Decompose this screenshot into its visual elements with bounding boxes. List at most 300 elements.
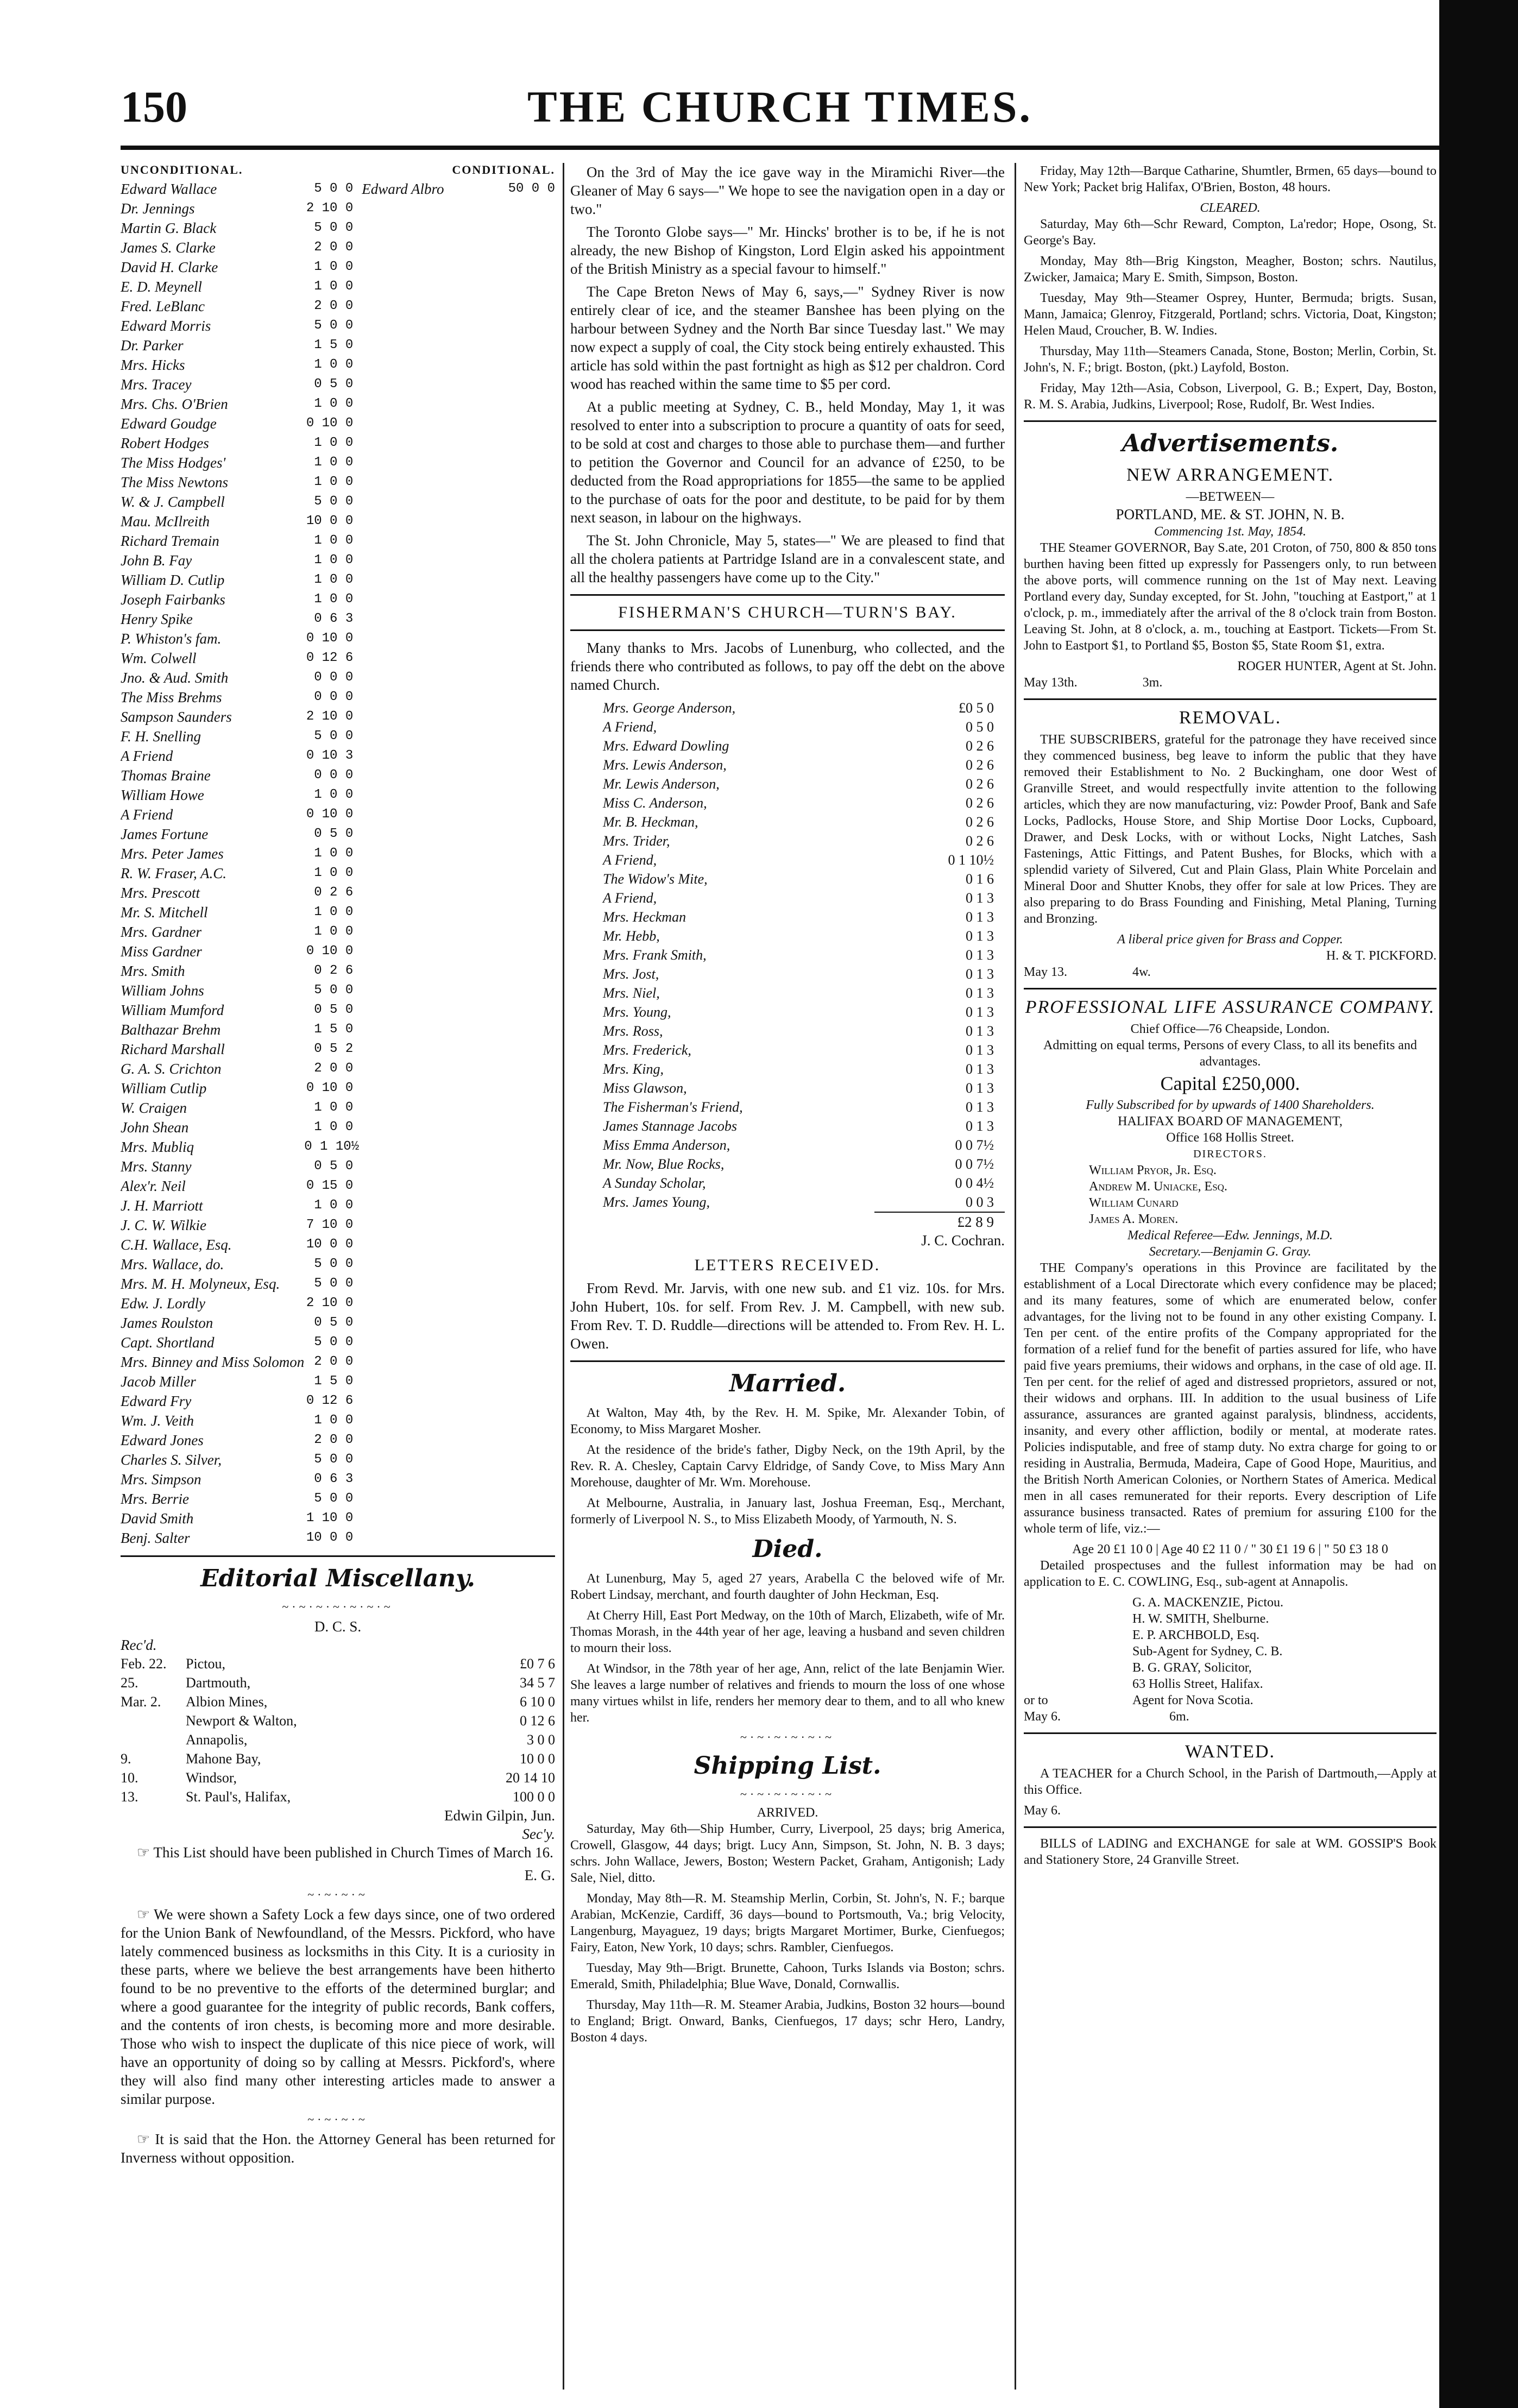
- subscriber-amount: 0 15 0: [306, 1178, 354, 1193]
- secretary-line: Secretary.—Benjamin G. Gray.: [1149, 1245, 1312, 1259]
- agents-list: [1132, 1594, 1437, 1709]
- donor-row: [603, 1060, 994, 1079]
- subscriber-row: [121, 1020, 353, 1039]
- donor-name: Miss C. Anderson,: [603, 795, 707, 811]
- subscriber-row: [121, 1235, 353, 1255]
- chief-office-line: Chief Office—76 Cheapside, London.: [1130, 1022, 1330, 1036]
- donor-amount: 0 1 3: [966, 890, 994, 906]
- subscriber-amount: 0 12 6: [306, 651, 354, 665]
- subscriber-name: Wm. J. Veith: [121, 1413, 194, 1429]
- subscriber-row: [121, 1098, 353, 1118]
- ornament: ~·~·~·~·~·~: [740, 1730, 835, 1744]
- donor-name: Mrs. George Anderson,: [603, 700, 736, 716]
- subscriber-amount: 0 12 6: [306, 1394, 354, 1408]
- subscriber-row: [121, 1059, 353, 1079]
- agent-line: Agent for Nova Scotia.: [1132, 1693, 1254, 1707]
- subscriber-row: [121, 1372, 353, 1391]
- receipt-row: [121, 1654, 555, 1673]
- subscriber-row: [121, 785, 353, 805]
- donor-row: [603, 1079, 994, 1098]
- subscriber-name: Edward Morris: [121, 318, 211, 334]
- column-divider: [563, 163, 564, 2390]
- receipt-parish: Mahone Bay,: [186, 1751, 261, 1767]
- agent-line: 63 Hollis Street, Halifax.: [1132, 1677, 1263, 1691]
- donor-row: [603, 907, 994, 926]
- subscriber-name: P. Whiston's fam.: [121, 631, 222, 647]
- masthead: [121, 81, 1439, 141]
- subscriber-name: William Cutlip: [121, 1080, 207, 1096]
- subscriber-row: [121, 590, 353, 609]
- subscriber-row: [121, 903, 353, 922]
- subscriber-amount: 5 0 0: [314, 1257, 354, 1271]
- ornament: ~·~·~·~·~·~: [740, 1787, 835, 1801]
- subscriber-name: Mrs. M. H. Molyneux, Esq.: [121, 1276, 280, 1292]
- donor-amount: 0 0 3: [966, 1194, 994, 1210]
- fishermans-church-signature: J. C. Cochran.: [921, 1232, 1005, 1249]
- donor-name: Mrs. Trider,: [603, 833, 670, 849]
- subscriber-amount: 1 0 0: [314, 533, 354, 548]
- rates-table: Age 20 £1 10 0 | Age 40 £2 11 0 / " 30 £1 19 6 | " 50 £3 18 0: [1072, 1542, 1388, 1556]
- subscriber-row: [121, 1313, 353, 1333]
- subscriber-amount: 5 0 0: [314, 983, 354, 998]
- ports-line: PORTLAND, ME. & ST. JOHN, N. B.: [1116, 506, 1345, 522]
- receipt-row: [121, 1730, 555, 1749]
- subscriber-row: [121, 961, 353, 981]
- subscriber-row: [121, 238, 353, 257]
- fishermans-church-intro: Many thanks to Mrs. Jacobs of Lunenburg, who collected, and the friends there who contributed as follows, to pay off the debt on the above named Church.: [570, 640, 1005, 693]
- directors-list: [1024, 1162, 1437, 1227]
- subscriber-row: [121, 688, 353, 707]
- bills-of-lading-ad: BILLS of LADING and EXCHANGE for sale at WM. GOSSIP'S Book and Stationery Store, 24 Granville Street.: [1024, 1837, 1437, 1867]
- donor-row: [603, 698, 994, 717]
- receipt-parish: Windsor,: [186, 1770, 237, 1786]
- death-notice: At Cherry Hill, East Port Medway, on the 10th of March, Elizabeth, wife of Mr. Thomas Morash, in the 44th year of her age, leaving a husband and seven children to mourn their loss.: [570, 1609, 1005, 1655]
- divider: [1024, 1826, 1437, 1828]
- ad-date: May 13.: [1024, 965, 1067, 979]
- gilpin-signature: Edwin Gilpin, Jun.: [444, 1807, 555, 1824]
- donor-name: A Sunday Scholar,: [603, 1175, 706, 1191]
- subscriber-name: Edward Jones: [121, 1432, 204, 1448]
- subscriber-row: [121, 277, 353, 297]
- ornament: ~·~·~·~: [307, 1888, 368, 1901]
- subscriber-name: Mrs. Chs. O'Brien: [121, 396, 228, 412]
- shipping-list-heading: Shipping List.: [694, 1752, 881, 1780]
- subscriber-amount: 1 0 0: [314, 924, 354, 939]
- subscriber-amount: 1 0 0: [314, 436, 354, 450]
- subscriber-name: James Fortune: [121, 826, 209, 842]
- subscriber-amount: 0 10 0: [306, 807, 354, 822]
- fishermans-church-heading: FISHERMAN'S CHURCH—TURN'S BAY.: [618, 603, 957, 621]
- subscriber-amount: 0 10 3: [306, 748, 354, 763]
- column-1: [121, 163, 555, 2171]
- subscriber-row: [121, 863, 353, 883]
- subscriber-name: James S. Clarke: [121, 239, 216, 256]
- subscriber-name: Joseph Fairbanks: [121, 591, 225, 608]
- subscriber-amount: 1 0 0: [314, 260, 354, 274]
- death-notice: At Lunenburg, May 5, aged 27 years, Arabella C the beloved wife of Mr. Robert Lindsay, merchant, and fourth daughter of John Heckman, Esq.: [570, 1572, 1005, 1602]
- shipping-entry: Friday, May 12th—Barque Catharine, Shumtler, Brmen, 65 days—bound to New York; Packet brig Halifax, O'Brien, Boston, 48 hours.: [1024, 164, 1437, 194]
- donor-amount: 0 1 3: [966, 1061, 994, 1077]
- subscriber-name: R. W. Fraser, A.C.: [121, 865, 227, 881]
- donor-amount: 0 1 3: [966, 1118, 994, 1134]
- donor-amount: 0 0 7½: [955, 1137, 994, 1153]
- wanted-heading: WANTED.: [1185, 1742, 1276, 1762]
- subscriber-amount: 1 0 0: [314, 866, 354, 880]
- subscriber-amount: 0 6 3: [314, 1472, 354, 1486]
- donor-amount: 0 1 3: [966, 947, 994, 963]
- subscriber-amount: 1 0 0: [314, 572, 354, 587]
- cleared-entry: Thursday, May 11th—Steamers Canada, Stone, Boston; Merlin, Corbin, St. John's, N. F.; brigt. Boston, (pkt.) Layfold, Boston.: [1024, 344, 1437, 375]
- subscriber-amount: 5 0 0: [314, 1276, 354, 1291]
- subscriber-row: [121, 648, 353, 668]
- subscriber-row: [121, 1489, 353, 1509]
- donor-row: [603, 1136, 994, 1155]
- subscriber-amount: 0 10 0: [306, 631, 354, 646]
- subscriber-name: Edward Wallace: [121, 181, 217, 197]
- subscriber-amount: 2 10 0: [306, 201, 354, 216]
- marriage-notice: At the residence of the bride's father, Digby Neck, on the 19th April, by the Rev. R. A. Chesley, Captain Carvy Eldridge, of Sandy Cove, to Miss Mary Ann Morehouse, daughter of Mr. Wm. Morehouse.: [570, 1443, 1005, 1490]
- donor-name: Mrs. Frederick,: [603, 1042, 691, 1058]
- steamer-agent-signature: ROGER HUNTER, Agent at St. John.: [1237, 659, 1437, 673]
- receipt-row: [121, 1749, 555, 1768]
- receipt-row: [121, 1768, 555, 1787]
- subscriber-name: William D. Cutlip: [121, 572, 225, 588]
- subscriber-name: G. A. S. Crichton: [121, 1061, 222, 1077]
- subscriber-amount: 1 0 0: [314, 905, 354, 919]
- subscriber-name: Richard Marshall: [121, 1041, 225, 1057]
- donor-name: Mr. Now, Blue Rocks,: [603, 1156, 725, 1172]
- subscriber-name: Fred. LeBlanc: [121, 298, 205, 314]
- subscriber-name: Robert Hodges: [121, 435, 209, 451]
- donor-name: Mrs. James Young,: [603, 1194, 710, 1210]
- receipt-amount: £0 7 6: [520, 1656, 555, 1672]
- donor-row: [603, 888, 994, 907]
- subscriber-amount: 5 0 0: [314, 1491, 354, 1506]
- subscriber-name: Dr. Jennings: [121, 200, 195, 217]
- subscriber-name: Dr. Parker: [121, 337, 184, 354]
- divider: [1024, 1732, 1437, 1734]
- director-name: William Cunard: [1089, 1196, 1179, 1210]
- agent-line: H. W. SMITH, Shelburne.: [1132, 1612, 1269, 1626]
- scan-edge-shadow: [1439, 0, 1518, 2408]
- donor-name: Mrs. King,: [603, 1061, 664, 1077]
- receipt-parish: Annapolis,: [186, 1732, 248, 1748]
- subscriber-row: [121, 316, 353, 336]
- receipt-row: [121, 1673, 555, 1692]
- marriage-notice: At Melbourne, Australia, in January last, Joshua Freeman, Esq., Merchant, formerly of Liverpool N. S., to Miss Elizabeth Moody, of Yarmouth, N. S.: [570, 1496, 1005, 1527]
- donor-row: [603, 774, 994, 793]
- ornament: ~·~·~·~: [307, 2113, 368, 2126]
- subscriber-amount: 2 10 0: [306, 709, 354, 724]
- subscriber-row: [121, 1391, 353, 1411]
- subscriber-row: [121, 1255, 353, 1274]
- subscriber-row: [121, 433, 353, 453]
- masthead-rule: [121, 146, 1439, 150]
- subscriber-name: Mrs. Smith: [121, 963, 185, 979]
- subscriber-amount: 1 0 0: [314, 553, 354, 568]
- subscriber-amount: 2 0 0: [314, 1433, 354, 1447]
- subscriber-name: Mrs. Wallace, do.: [121, 1256, 224, 1272]
- receipt-date: [121, 1730, 186, 1749]
- subscriber-row: [121, 551, 353, 570]
- fully-subscribed-line: Fully Subscribed for by upwards of 1400 Shareholders.: [1086, 1098, 1375, 1112]
- donor-row: [603, 926, 994, 945]
- subscriber-row: [121, 746, 353, 766]
- subscriber-row: [121, 492, 353, 512]
- subscriber-name: W. & J. Campbell: [121, 494, 225, 510]
- subscriber-amount: 0 5 0: [314, 1159, 354, 1174]
- subscriber-amount: 2 0 0: [314, 1354, 354, 1369]
- subscriber-amount: 1 0 0: [314, 455, 354, 470]
- ad-duration: 6m.: [1169, 1710, 1189, 1724]
- divider: [1024, 698, 1437, 700]
- subscriber-amount: 5 0 0: [314, 729, 354, 743]
- newspaper-title: THE CHURCH TIMES.: [527, 82, 1032, 131]
- subscriber-amount: 1 0 0: [314, 1198, 354, 1213]
- subscriber-name: Mrs. Stanny: [121, 1158, 192, 1175]
- married-heading: Married.: [729, 1370, 846, 1397]
- subscriber-amount: 1 0 0: [314, 787, 354, 802]
- donor-row: [603, 812, 994, 831]
- column-3: [1024, 163, 1437, 1873]
- donor-name: Miss Glawson,: [603, 1080, 687, 1096]
- letters-received-heading: LETTERS RECEIVED.: [694, 1256, 881, 1274]
- subscriber-amount: 10 0 0: [306, 1237, 354, 1252]
- subscription-table: [121, 179, 555, 1548]
- ad-date-line: [1024, 675, 1437, 691]
- news-paragraph: On the 3rd of May the ice gave way in the Miramichi River—the Gleaner of May 6 says—" We hope to see the navigation open in a day or two.": [570, 164, 1005, 217]
- shipping-entry: Tuesday, May 9th—Brigt. Brunette, Cahoon, Turks Islands via Boston; schrs. Emerald, Smith, Philadelphia; Blue Wave, Donald, Cornwallis.: [570, 1961, 1005, 1991]
- news-paragraph: The Toronto Globe says—" Mr. Hincks' brother is to be, if he is not already, the new Bishop of Kingston, Lord Elgin asked his appointment of the British Ministry as a special favour to himself.": [570, 224, 1005, 277]
- between-label: —BETWEEN—: [1186, 490, 1275, 504]
- subscriber-name: W. Craigen: [121, 1100, 187, 1116]
- subscriber-row: [121, 805, 353, 824]
- subscriber-name: David Smith: [121, 1510, 194, 1527]
- conditional-header: CONDITIONAL.: [452, 163, 555, 176]
- recd-label: Rec'd.: [121, 1637, 157, 1653]
- receipt-date: 10.: [121, 1770, 138, 1786]
- subscriber-name: John Shean: [121, 1119, 189, 1136]
- subscriber-row: [121, 1196, 353, 1215]
- donor-name: The Widow's Mite,: [603, 871, 708, 887]
- cleared-entry: Friday, May 12th—Asia, Cobson, Liverpool, G. B.; Expert, Day, Boston, R. M. S. Arabia, Judkins, Liverpool; Rose, Rudolf, Br. West Indies.: [1024, 381, 1437, 412]
- secy-label: Sec'y.: [522, 1826, 555, 1842]
- subscriber-amount: 1 5 0: [314, 338, 354, 352]
- donor-amount: 0 1 3: [966, 1042, 994, 1058]
- subscriber-name: A Friend: [121, 806, 173, 823]
- subscriber-amount: 0 5 2: [314, 1042, 354, 1056]
- ad-duration: 4w.: [1132, 965, 1151, 979]
- subscriber-name: F. H. Snelling: [121, 728, 201, 745]
- subscriber-row: [121, 1215, 353, 1235]
- subscriber-name: Edward Goudge: [121, 415, 217, 432]
- subscriber-name: John B. Fay: [121, 552, 192, 569]
- receipt-amount: 34 5 7: [520, 1675, 555, 1691]
- removal-note: A liberal price given for Brass and Copper.: [1117, 932, 1343, 947]
- donor-amount: £0 5 0: [959, 700, 994, 716]
- receipt-parish: Albion Mines,: [186, 1694, 268, 1710]
- receipt-amount: 100 0 0: [513, 1789, 555, 1805]
- subscriber-row: [121, 336, 353, 355]
- subscriber-amount: 10 0 0: [306, 514, 354, 528]
- subscriber-amount: 0 10 0: [306, 416, 354, 431]
- news-paragraph: The Cape Breton News of May 6, says,—" Sydney River is now entirely clear of ice, and the steamer Banshee has been plying on the harbour between Sydney and the North Bar since Tuesday last." We may now expect a supply of coal, the City stock being entirely exhausted. This article has sold within the past fortnight as high as $12 per chaldron. Cord wood has reached within the same time to $5 per cord.: [570, 283, 1005, 392]
- subscriber-amount: 5 0 0: [314, 494, 354, 509]
- director-name: William Pryor, Jr. Esq.: [1089, 1163, 1217, 1177]
- subscriber-amount: 1 5 0: [314, 1374, 354, 1389]
- shipping-entry: Thursday, May 11th—R. M. Steamer Arabia, Judkins, Boston 32 hours—bound to England; Brigt. Onward, Banks, Cienfuegos, 17 days; schr Hero, Landry, Boston 4 days.: [570, 1998, 1005, 2045]
- news-paragraph: The St. John Chronicle, May 5, states—" We are pleased to find that all the cholera patients at Partridge Island are in a convalescent state, and all the healthy passengers have come up to the City.": [570, 532, 1005, 585]
- subscriber-name: Mrs. Binney and Miss Solomon: [121, 1354, 305, 1370]
- receipt-date: 13.: [121, 1789, 138, 1805]
- donor-row: [603, 1041, 994, 1060]
- director-name: James A. Moren.: [1089, 1212, 1179, 1226]
- subscriber-name: Mrs. Hicks: [121, 357, 185, 373]
- divider: [570, 594, 1005, 596]
- column-divider: [1015, 163, 1016, 2390]
- subscriber-amount: 0 2 6: [314, 885, 354, 900]
- donor-name: Mrs. Heckman: [603, 909, 686, 925]
- donor-row: [603, 984, 994, 1003]
- subscriber-row: [121, 1430, 353, 1450]
- subscriber-row: [121, 179, 353, 199]
- donor-amount: 0 2 6: [966, 738, 994, 754]
- donor-row: [603, 1003, 994, 1022]
- subscriber-name: Thomas Braine: [121, 767, 211, 784]
- subscriber-row: [121, 1137, 360, 1157]
- subscriber-row: [121, 570, 353, 590]
- subscriber-name: David H. Clarke: [121, 259, 218, 275]
- subscriber-row: [121, 1039, 353, 1059]
- subscriber-amount: 0 0 0: [314, 768, 354, 783]
- subscriber-row: [121, 1079, 353, 1098]
- donor-amount: 0 2 6: [966, 776, 994, 792]
- donor-amount: 0 1 6: [966, 871, 994, 887]
- subscriber-row: [121, 1528, 353, 1548]
- donor-name: Mrs. Young,: [603, 1004, 671, 1020]
- safety-lock-paragraph: ☞ We were shown a Safety Lock a few days since, one of two ordered for the Union Bank of Newfoundland, of the Messrs. Pickford, who have lately commenced business as locksmiths in this City. It is a curiosity in these parts, where we believe the best arrangements have been hitherto found to be no preventive to the efforts of the determined burglar; and where a good guarantee for the integrity of public records, Bank coffers, and the contents of iron chests, is becoming more and more desirable. Those who wish to inspect the duplicate of this nice piece of work, will have an opportunity of doing so by calling at Messrs. Pickford's, where they will also find many other interesting articles made to answer a similar purpose.: [121, 1906, 555, 2107]
- donor-name: Mrs. Ross,: [603, 1023, 663, 1039]
- fishermans-church-list: [570, 698, 1005, 1212]
- subscriber-amount: 5 0 0: [314, 181, 354, 196]
- receipt-parish: Dartmouth,: [186, 1675, 251, 1691]
- subscriber-name: J. C. W. Wilkie: [121, 1217, 206, 1233]
- donor-amount: 0 2 6: [966, 757, 994, 773]
- subscriber-amount: 0 10 0: [306, 944, 354, 959]
- company-description: THE Company's operations in this Province are facilitated by the establishment of a Local Directorate which every confidence may be placed; and its many features, some of which are enumerated below, confer advantages, for the living not to be found in any other existing Company. I. Ten per cent. of the entire profits of the Company appropriated for the formation of a relief fund for the benefit of parties assured for life, who have paid five years premiums, their widows and orphans, in the case of old age. II. Ten per cent. for the relief of aged and distressed proprietors, assured or not, their widows and orphans. III. In addition to the usual business of Life assurance, assurances are granted against paralysis, blindness, accidents, insanity, and every other affliction, bodily or mental, at moderate rates. Policies indisputable, and free of stamp duty. No extra charge for going to or residing in Australia, Bermuda, Madeira, Cape of Good Hope, Mauritius, and the British North American Colonies, or Northern States of America. Medical men in all cases remunerated for their reports. Every description of Life assurance business transacted. Rates of premium for assuring £100 for the whole term of life, viz.:—: [1024, 1261, 1437, 1536]
- teacher-date: May 6.: [1024, 1804, 1061, 1818]
- donor-row: [603, 831, 994, 850]
- subscriber-amount: 0 5 0: [314, 1003, 354, 1017]
- capital-line: Capital £250,000.: [1160, 1073, 1300, 1094]
- donor-name: Mrs. Frank Smith,: [603, 947, 707, 963]
- donor-row: [603, 736, 994, 755]
- divider: [570, 629, 1005, 631]
- subscriber-amount: 1 5 0: [314, 1022, 354, 1037]
- teacher-ad: A TEACHER for a Church School, in the Parish of Dartmouth,—Apply at this Office.: [1024, 1767, 1437, 1797]
- conditional-name: Edward Albro: [362, 181, 444, 197]
- donor-row: [603, 1117, 994, 1136]
- medical-referee-line: Medical Referee—Edw. Jennings, M.D.: [1128, 1228, 1333, 1243]
- dcs-heading: D. C. S.: [314, 1618, 362, 1635]
- office-line: Office 168 Hollis Street.: [1166, 1131, 1294, 1145]
- subscriber-row: [121, 1000, 353, 1020]
- donor-name: A Friend,: [603, 890, 657, 906]
- donor-name: Mrs. Jost,: [603, 966, 659, 982]
- director-name: Andrew M. Uniacke, Esq.: [1089, 1180, 1227, 1194]
- directors-heading: DIRECTORS.: [1193, 1148, 1267, 1160]
- receipt-row: [121, 1692, 555, 1711]
- subscriber-name: Richard Tremain: [121, 533, 219, 549]
- subscriber-row: [121, 218, 353, 238]
- removal-ad: THE SUBSCRIBERS, grateful for the patronage they have received since they commenced business, beg leave to inform the public that they have removed their Establishment to No. 2 Buckingham, one door West of Granville Street, and would respectfully invite attention to the following articles, which they are now manufacturing, viz: Powder Proof, Bank and Safe Locks, Padlocks, House Store, and Ship Mortise Door Locks, Cupboard, Drawer, and Desk Locks, with or without Locks, Night Latches, Sash Fastenings, Attic Fittings, and Patent Bushes, for Blocks, which with a splendid variety of Silvered, Cut and Plain Glass, Plain White Porcelain and Mineral Door and Shutter Knobs, they offer for sale at low Prices. They are also preparing to do Brass Founding and Finishing, Metal Planing, Turning and Bronzing.: [1024, 733, 1437, 926]
- subscriber-row: [121, 668, 353, 688]
- subscriber-amount: 1 0 0: [314, 1120, 354, 1134]
- receipts-list: [121, 1654, 555, 1806]
- letters-received-text: From Revd. Mr. Jarvis, with one new sub. and £1 viz. 10s. for Mrs. John Hubert, 10s. for self. From Rev. J. M. Campbell, with new sub. From Rev. T. D. Ruddle—directions will be attended to. From Rev. H. L. Owen.: [570, 1280, 1005, 1352]
- subscriber-row: [121, 707, 353, 727]
- subscriber-name: Edw. J. Lordly: [121, 1295, 205, 1312]
- subscriber-name: William Johns: [121, 982, 204, 999]
- subscriber-amount: 1 0 0: [314, 1100, 354, 1115]
- subscriber-row: [121, 727, 353, 746]
- donor-amount: 0 1 10½: [948, 852, 994, 868]
- subscriber-name: Mrs. Prescott: [121, 885, 200, 901]
- donor-name: A Friend,: [603, 719, 657, 735]
- receipt-date: 25.: [121, 1675, 138, 1691]
- attorney-general-paragraph: ☞ It is said that the Hon. the Attorney General has been returned for Inverness without opposition.: [121, 2131, 555, 2166]
- cleared-heading: CLEARED.: [1200, 201, 1261, 215]
- ad-date: May 6.: [1024, 1710, 1061, 1724]
- conditional-list: [362, 179, 555, 1548]
- subscriber-row: [121, 981, 353, 1000]
- donor-amount: 0 1 3: [966, 1023, 994, 1039]
- subscriber-row: [121, 472, 353, 492]
- subscriber-name: A Friend: [121, 748, 173, 764]
- donor-name: A Friend,: [603, 852, 657, 868]
- subscriber-name: Mrs. Berrie: [121, 1491, 189, 1507]
- subscriber-name: E. D. Meynell: [121, 279, 202, 295]
- removal-signature: H. & T. PICKFORD.: [1326, 949, 1437, 963]
- donor-name: Mr. Lewis Anderson,: [603, 776, 720, 792]
- subscriber-name: Benj. Salter: [121, 1530, 190, 1546]
- life-assurance-heading: PROFESSIONAL LIFE ASSURANCE COMPANY.: [1025, 997, 1435, 1017]
- subscriber-name: The Miss Hodges': [121, 455, 226, 471]
- subscriber-amount: 1 0 0: [314, 1413, 354, 1428]
- subscriber-row: [121, 824, 353, 844]
- marriage-notice: At Walton, May 4th, by the Rev. H. M. Spike, Mr. Alexander Tobin, of Economy, to Miss Margaret Mosher.: [570, 1406, 1005, 1436]
- subscriber-name: Wm. Colwell: [121, 650, 197, 666]
- subscriber-name: Mrs. Simpson: [121, 1471, 201, 1487]
- subscription-headers: [121, 163, 555, 177]
- subscriber-row: [121, 414, 353, 433]
- donor-row: [603, 1193, 994, 1212]
- subscriber-row: [121, 1509, 353, 1528]
- receipt-parish: Pictou,: [186, 1656, 225, 1672]
- agent-line: B. G. GRAY, Solicitor,: [1132, 1661, 1252, 1675]
- subscriber-row: [121, 1411, 353, 1430]
- subscriber-amount: 0 0 0: [314, 670, 354, 685]
- subscriber-name: The Miss Newtons: [121, 474, 229, 490]
- subscriber-name: Henry Spike: [121, 611, 193, 627]
- subscriber-row: [121, 453, 353, 472]
- subscriber-name: Sampson Saunders: [121, 709, 232, 725]
- subscriber-row: [121, 942, 353, 961]
- donor-amount: 0 0 7½: [955, 1156, 994, 1172]
- fishermans-church-total: £2 8 9: [874, 1212, 1005, 1231]
- subscriber-amount: 5 0 0: [314, 1335, 354, 1350]
- divider: [1024, 988, 1437, 989]
